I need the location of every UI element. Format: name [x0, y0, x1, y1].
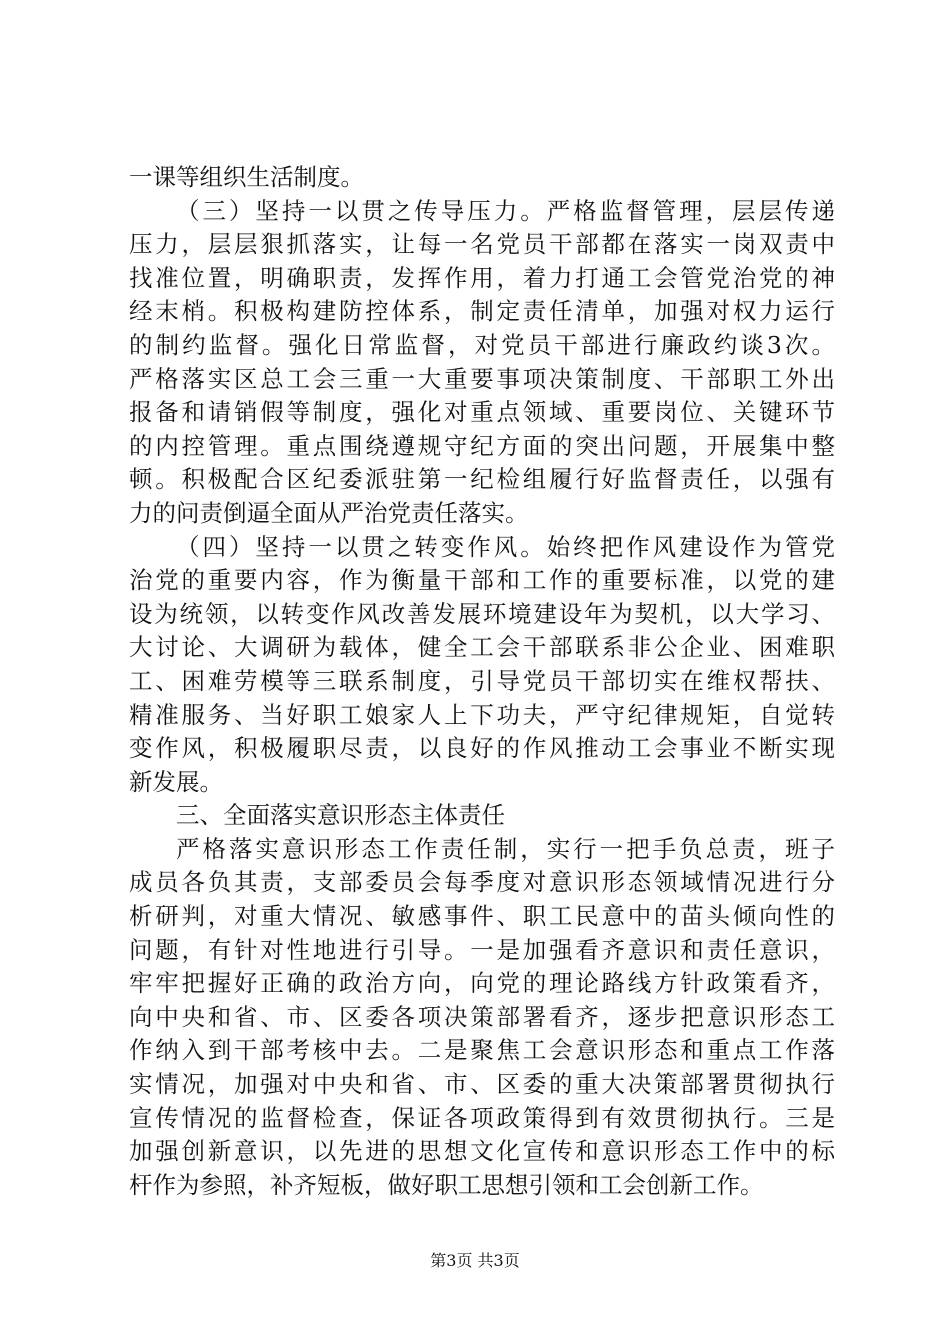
paragraph-heading-4: （四）坚持一以贯之转变作风。始终把作风建设作为管党 [176, 532, 835, 561]
document-body [129, 161, 835, 1202]
text-line: 顿。积极配合区纪委派驻第一纪检组履行好监督责任，以强有 [129, 465, 835, 494]
text-line: 的内控管理。重点围绕遵规守纪方面的突出问题，开展集中整 [129, 431, 835, 460]
text-line: 精准服务、当好职工娘家人上下功夫，严守纪律规矩，自觉转 [129, 700, 835, 729]
text-line: 实情况，加强对中央和省、市、区委的重大决策部署贯彻执行 [129, 1070, 835, 1099]
text-line: 的制约监督。强化日常监督，对党员干部进行廉政约谈3次。 [129, 330, 835, 359]
text-line: 报备和请销假等制度，强化对重点领域、重要岗位、关键环节 [129, 398, 835, 427]
paragraph-heading-3: （三）坚持一以贯之传导压力。严格监督管理，层层传递 [176, 196, 835, 225]
text-line: 析研判，对重大情况、敏感事件、职工民意中的苗头倾向性的 [129, 902, 835, 931]
text-line: 宣传情况的监督检查，保证各项政策得到有效贯彻执行。三是 [129, 1103, 835, 1132]
text-line: 找准位置，明确职责，发挥作用，着力打通工会管党治党的神 [129, 263, 835, 292]
text-line: 成员各负其责，支部委员会每季度对意识形态领域情况进行分 [129, 868, 835, 897]
text-line: 向中央和省、市、区委各项决策部署看齐，逐步把意识形态工 [129, 1002, 835, 1031]
text-line: 杆作为参照，补齐短板，做好职工思想引领和工会创新工作。 [129, 1170, 764, 1199]
text-line: 经末梢。积极构建防控体系，制定责任清单，加强对权力运行 [129, 297, 835, 326]
section-heading: 三、全面落实意识形态主体责任 [176, 801, 505, 830]
text-line: 严格落实区总工会三重一大重要事项决策制度、干部职工外出 [129, 364, 835, 393]
text-line: 加强创新意识，以先进的思想文化宣传和意识形态工作中的标 [129, 1137, 835, 1166]
text-line: 严格落实意识形态工作责任制，实行一把手负总责，班子 [176, 834, 835, 863]
text-line: 治党的重要内容，作为衡量干部和工作的重要标准，以党的建 [129, 566, 835, 595]
text-line: 力的问责倒逼全面从严治党责任落实。 [129, 498, 529, 527]
text-line: 作纳入到干部考核中去。二是聚焦工会意识形态和重点工作落 [129, 1036, 835, 1065]
page-number-footer: 第3页 共3页 [430, 1251, 520, 1270]
text-line: 一课等组织生活制度。 [129, 163, 364, 191]
text-line: 压力，层层狠抓落实，让每一名党员干部都在落实一岗双责中 [129, 230, 835, 259]
text-line: 新发展。 [129, 767, 223, 796]
text-line: 变作风，积极履职尽责，以良好的作风推动工会事业不断实现 [129, 734, 835, 763]
text-line: 牢牢把握好正确的政治方向，向党的理论路线方针政策看齐， [129, 969, 835, 998]
text-line: 设为统领，以转变作风改善发展环境建设年为契机，以大学习、 [129, 599, 835, 628]
text-line: 大讨论、大调研为载体，健全工会干部联系非公企业、困难职 [129, 633, 835, 662]
text-line: 问题，有针对性地进行引导。一是加强看齐意识和责任意识， [129, 935, 835, 964]
text-line: 工、困难劳模等三联系制度，引导党员干部切实在维权帮扶、 [129, 666, 835, 695]
